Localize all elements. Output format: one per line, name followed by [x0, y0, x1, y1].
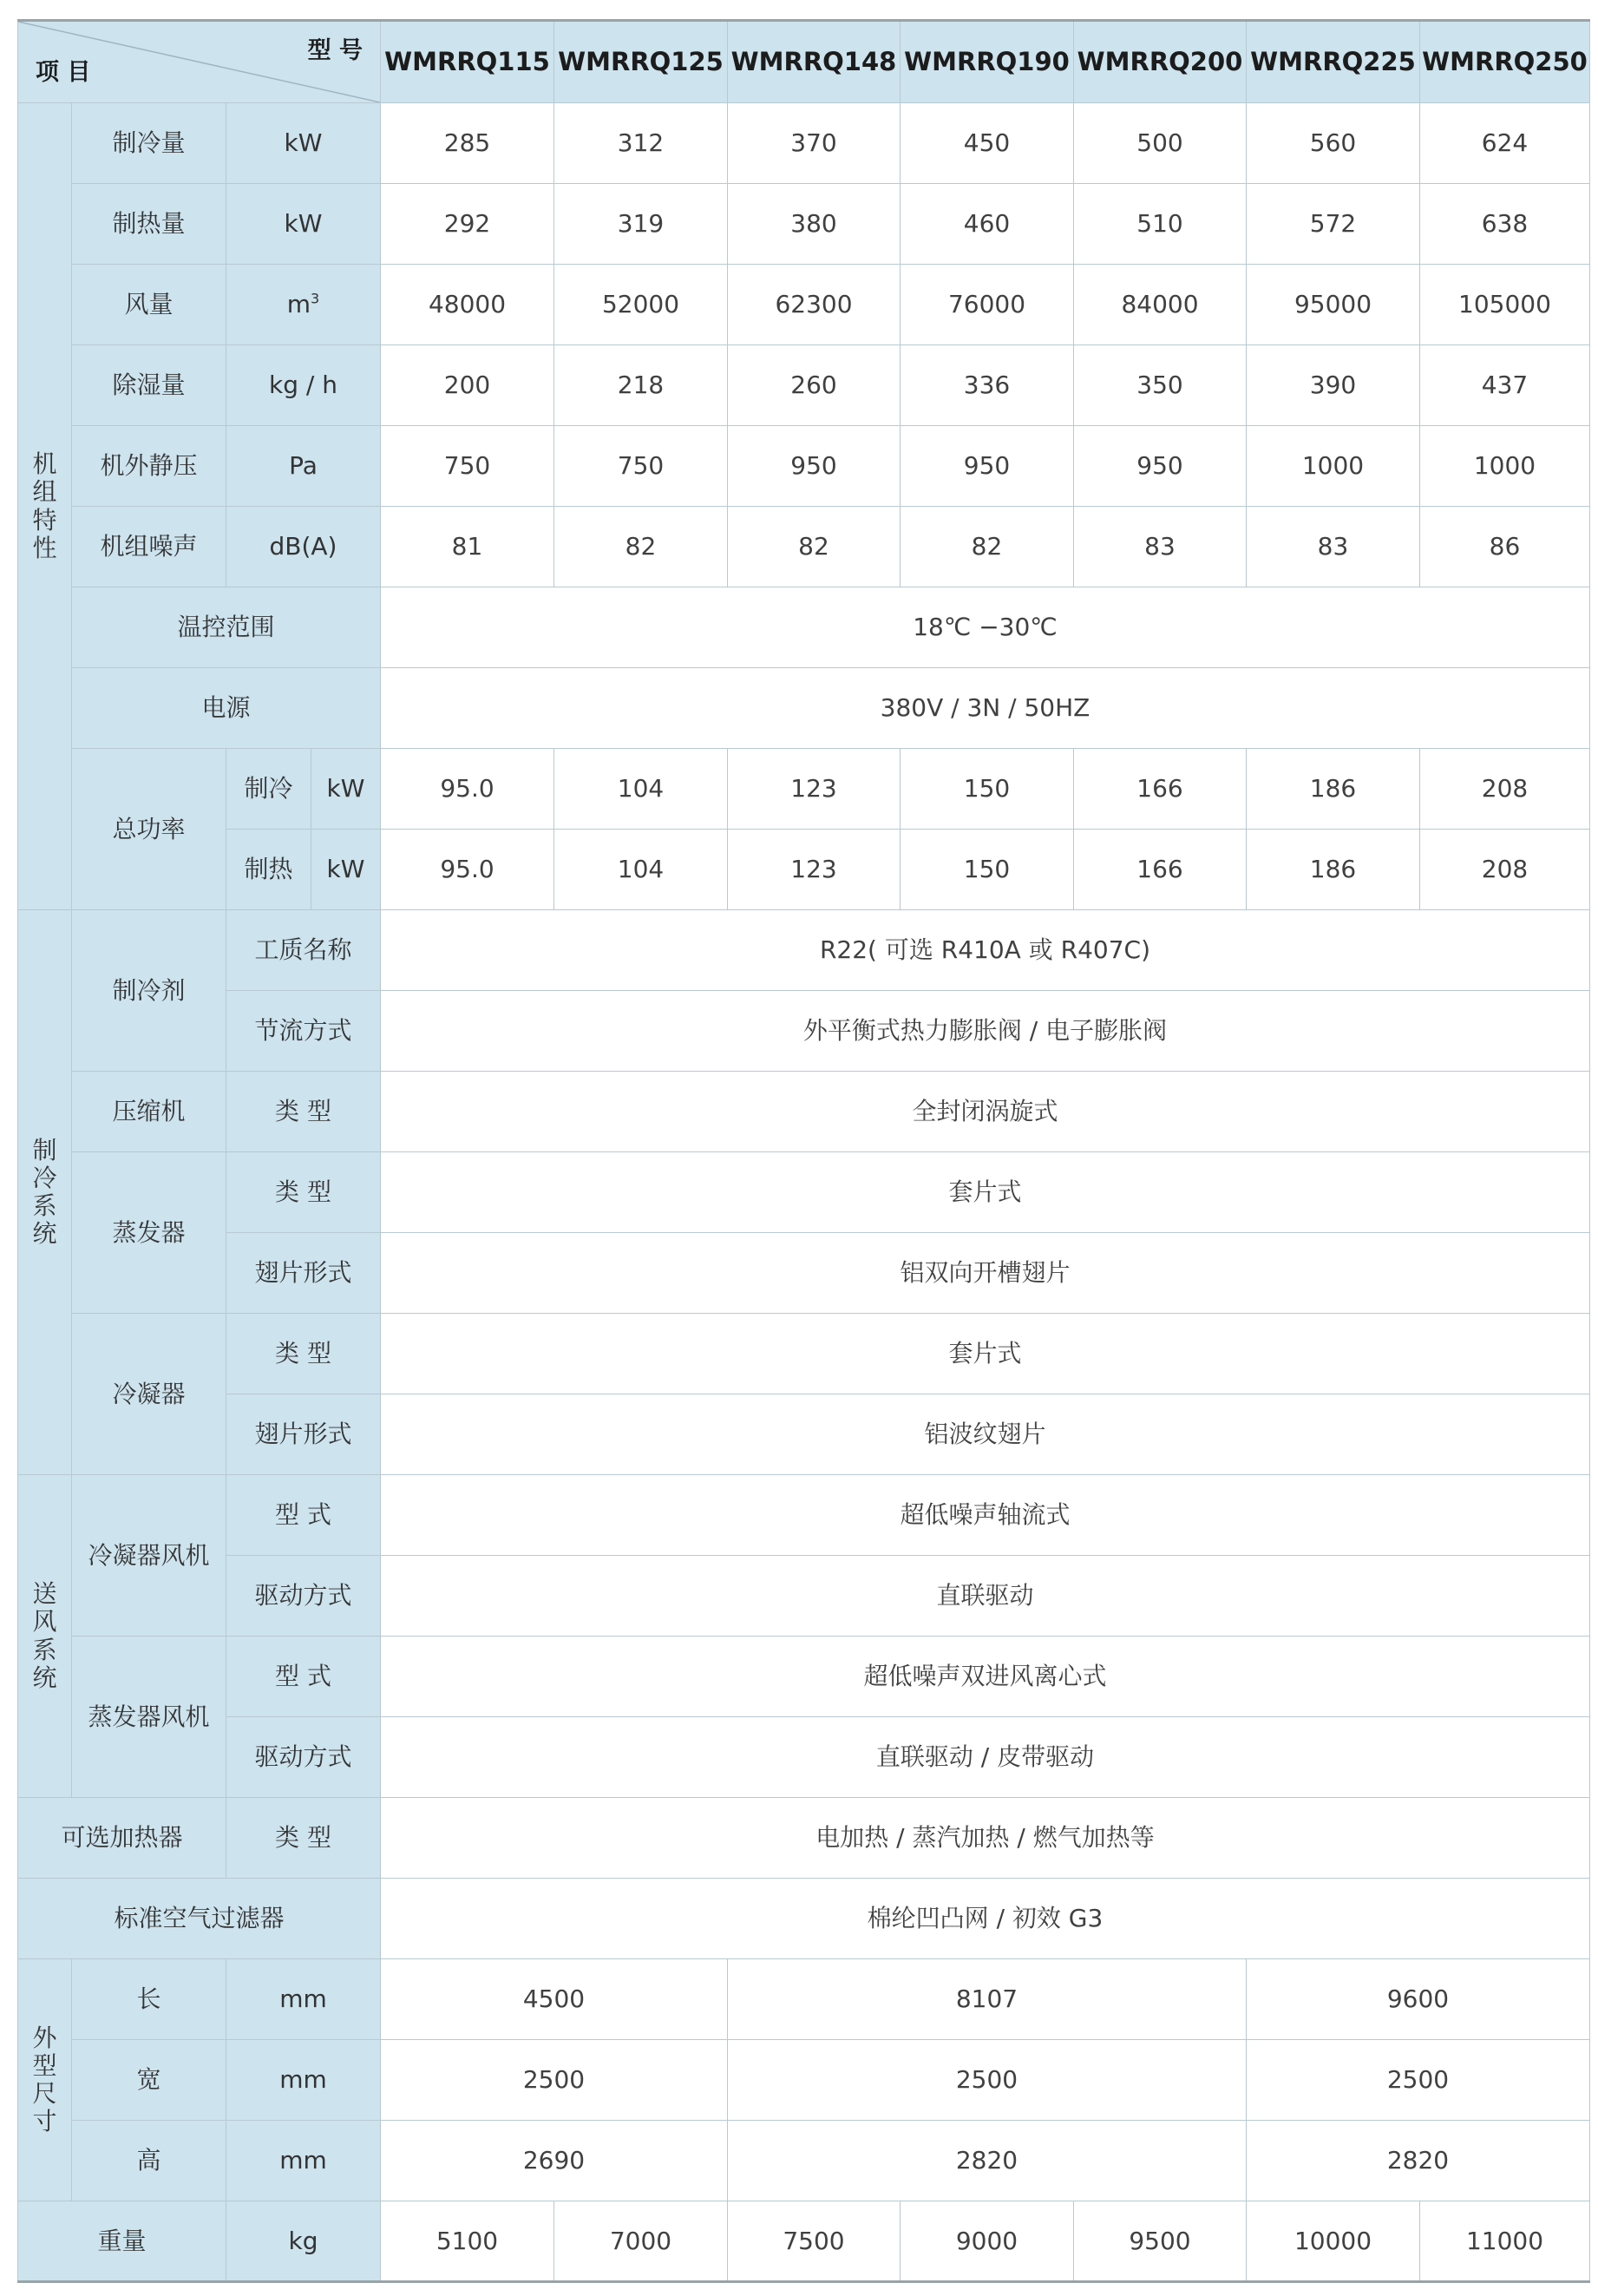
group-dimensions: 外型尺寸 [18, 1959, 72, 2201]
value-cell: 166 [1074, 749, 1247, 830]
value-cell: 48000 [381, 265, 554, 345]
header-corner-cell [18, 21, 381, 103]
value-cell: 9600 [1247, 1959, 1590, 2040]
model-header: WMRRQ200 [1074, 21, 1247, 103]
value-cell: 450 [901, 103, 1074, 184]
value-cell: 11000 [1420, 2201, 1590, 2282]
value-cell: 95.0 [381, 749, 554, 830]
table-row [18, 1314, 1590, 1394]
temp-range-value: 18℃ −30℃ [381, 587, 1590, 668]
value-cell: 9500 [1074, 2201, 1247, 2282]
attribute-label: 型 式 [226, 1637, 381, 1717]
value-cell: 500 [1074, 103, 1247, 184]
value-cell: 560 [1247, 103, 1420, 184]
value-cell: 套片式 [381, 1152, 1590, 1233]
power-supply-value: 380V / 3N / 50HZ [381, 668, 1590, 749]
unit-superscript: 3 [311, 290, 320, 307]
value-cell: 123 [728, 830, 901, 910]
unit-label: mm [226, 2040, 381, 2121]
value-cell: 166 [1074, 830, 1247, 910]
table-row [18, 1637, 1590, 1717]
row-label: 制冷量 [72, 103, 226, 184]
unit-label: $m^3$ [226, 265, 381, 345]
heater-label: 可选加热器 [18, 1798, 226, 1879]
mode-label: 制热 [226, 830, 311, 910]
component-label: 压缩机 [72, 1072, 226, 1152]
value-cell: 350 [1074, 345, 1247, 426]
attribute-label: 翅片形式 [226, 1233, 381, 1314]
value-cell: 260 [728, 345, 901, 426]
group-refrigeration-system: 制冷系统 [18, 910, 72, 1475]
table-row [18, 507, 1590, 587]
weight-label: 重量 [18, 2201, 226, 2282]
attribute-label: 工质名称 [226, 910, 381, 991]
table-row [18, 1233, 1590, 1314]
row-label: 除湿量 [72, 345, 226, 426]
table-row [18, 1394, 1590, 1475]
value-cell: 104 [554, 830, 728, 910]
table-row [18, 265, 1590, 345]
table-row [18, 184, 1590, 265]
component-label: 蒸发器风机 [72, 1637, 226, 1798]
value-cell: 186 [1247, 749, 1420, 830]
value-cell: 铝波纹翅片 [381, 1394, 1590, 1475]
value-cell: 104 [554, 749, 728, 830]
value-cell: 624 [1420, 103, 1590, 184]
value-cell: 82 [901, 507, 1074, 587]
value-cell: 10000 [1247, 2201, 1420, 2282]
value-cell: 150 [901, 830, 1074, 910]
attribute-label: 驱动方式 [226, 1717, 381, 1798]
attribute-label: 型 式 [226, 1475, 381, 1556]
table-row [18, 2040, 1590, 2121]
value-cell: 437 [1420, 345, 1590, 426]
table-row [18, 1556, 1590, 1637]
item-header-label: 项 目 [36, 58, 91, 86]
model-header: WMRRQ190 [901, 21, 1074, 103]
table-row [18, 830, 1590, 910]
value-cell: 186 [1247, 830, 1420, 910]
table-row [18, 1475, 1590, 1556]
value-cell: 1000 [1247, 426, 1420, 507]
value-cell: 83 [1074, 507, 1247, 587]
value-cell: 62300 [728, 265, 901, 345]
unit-label: kg [226, 2201, 381, 2282]
table-row [18, 668, 1590, 749]
value-cell: 95000 [1247, 265, 1420, 345]
value-cell: 218 [554, 345, 728, 426]
table-row [18, 345, 1590, 426]
row-label: 高 [72, 2121, 226, 2201]
row-label: 长 [72, 1959, 226, 2040]
value-cell: 285 [381, 103, 554, 184]
value-cell: 7000 [554, 2201, 728, 2282]
value-cell: 直联驱动 / 皮带驱动 [381, 1717, 1590, 1798]
unit-label: Pa [226, 426, 381, 507]
mode-label: 制冷 [226, 749, 311, 830]
value-cell: 超低噪声双进风离心式 [381, 1637, 1590, 1717]
value-cell: 5100 [381, 2201, 554, 2282]
table-row [18, 103, 1590, 184]
value-cell: 86 [1420, 507, 1590, 587]
value-cell: 铝双向开槽翅片 [381, 1233, 1590, 1314]
component-label: 冷凝器风机 [72, 1475, 226, 1637]
attribute-label: 类 型 [226, 1152, 381, 1233]
value-cell: 208 [1420, 749, 1590, 830]
table-row [18, 1959, 1590, 2040]
value-cell: 572 [1247, 184, 1420, 265]
table-row [18, 749, 1590, 830]
table-row [18, 2201, 1590, 2282]
model-header: WMRRQ125 [554, 21, 728, 103]
value-cell: 319 [554, 184, 728, 265]
table-row [18, 2121, 1590, 2201]
value-cell: 336 [901, 345, 1074, 426]
value-cell: 208 [1420, 830, 1590, 910]
value-cell: 950 [1074, 426, 1247, 507]
spec-table [17, 19, 1590, 2283]
value-cell: 直联驱动 [381, 1556, 1590, 1637]
value-cell: 1000 [1420, 426, 1590, 507]
value-cell: 123 [728, 749, 901, 830]
row-label: 机外静压 [72, 426, 226, 507]
value-cell: 370 [728, 103, 901, 184]
unit-label: kW [311, 830, 381, 910]
value-cell: 84000 [1074, 265, 1247, 345]
table-row [18, 1152, 1590, 1233]
table-row [18, 1879, 1590, 1959]
unit-label: kW [311, 749, 381, 830]
value-cell: 950 [728, 426, 901, 507]
value-cell: 460 [901, 184, 1074, 265]
table-row [18, 426, 1590, 507]
model-header: WMRRQ250 [1420, 21, 1590, 103]
table-row [18, 587, 1590, 668]
power-supply-label: 电源 [72, 668, 381, 749]
table-row [18, 1717, 1590, 1798]
value-cell: 外平衡式热力膨胀阀 / 电子膨胀阀 [381, 991, 1590, 1072]
attribute-label: 类 型 [226, 1798, 381, 1879]
value-cell: 200 [381, 345, 554, 426]
value-cell: 83 [1247, 507, 1420, 587]
value-cell: 9000 [901, 2201, 1074, 2282]
unit-label: mm [226, 2121, 381, 2201]
model-header-label: 型 号 [307, 37, 363, 64]
value-cell: 2500 [728, 2040, 1247, 2121]
value-cell: 390 [1247, 345, 1420, 426]
value-cell: 2500 [1247, 2040, 1590, 2121]
value-cell: 750 [554, 426, 728, 507]
value-cell: 7500 [728, 2201, 901, 2282]
unit-label: kW [226, 103, 381, 184]
value-cell: 8107 [728, 1959, 1247, 2040]
value-cell: 638 [1420, 184, 1590, 265]
unit-label: mm [226, 1959, 381, 2040]
component-label: 制冷剂 [72, 910, 226, 1072]
value-cell: 81 [381, 507, 554, 587]
value-cell: 750 [381, 426, 554, 507]
filter-label: 标准空气过滤器 [18, 1879, 381, 1959]
value-cell: 棉纶凹凸网 / 初效 G3 [381, 1879, 1590, 1959]
value-cell: 电加热 / 蒸汽加热 / 燃气加热等 [381, 1798, 1590, 1879]
value-cell: 82 [554, 507, 728, 587]
table-row [18, 991, 1590, 1072]
table-row [18, 910, 1590, 991]
model-header: WMRRQ148 [728, 21, 901, 103]
unit-label: kg / h [226, 345, 381, 426]
value-cell: 2500 [381, 2040, 728, 2121]
value-cell: 2820 [1247, 2121, 1590, 2201]
attribute-label: 类 型 [226, 1314, 381, 1394]
row-label: 宽 [72, 2040, 226, 2121]
attribute-label: 节流方式 [226, 991, 381, 1072]
row-label: 风量 [72, 265, 226, 345]
value-cell: 95.0 [381, 830, 554, 910]
value-cell: 150 [901, 749, 1074, 830]
value-cell: R22( 可选 R410A 或 R407C) [381, 910, 1590, 991]
model-header: WMRRQ225 [1247, 21, 1420, 103]
value-cell: 套片式 [381, 1314, 1590, 1394]
value-cell: 950 [901, 426, 1074, 507]
value-cell: 510 [1074, 184, 1247, 265]
value-cell: 105000 [1420, 265, 1590, 345]
value-cell: 82 [728, 507, 901, 587]
attribute-label: 翅片形式 [226, 1394, 381, 1475]
table-row [18, 1798, 1590, 1879]
value-cell: 4500 [381, 1959, 728, 2040]
value-cell: 2690 [381, 2121, 728, 2201]
attribute-label: 类 型 [226, 1072, 381, 1152]
value-cell: 超低噪声轴流式 [381, 1475, 1590, 1556]
row-label: 制热量 [72, 184, 226, 265]
component-label: 蒸发器 [72, 1152, 226, 1314]
attribute-label: 驱动方式 [226, 1556, 381, 1637]
value-cell: 2820 [728, 2121, 1247, 2201]
value-cell: 292 [381, 184, 554, 265]
total-power-label: 总功率 [72, 749, 226, 910]
value-cell: 全封闭涡旋式 [381, 1072, 1590, 1152]
value-cell: 52000 [554, 265, 728, 345]
component-label: 冷凝器 [72, 1314, 226, 1475]
model-header: WMRRQ115 [381, 21, 554, 103]
table-row [18, 1072, 1590, 1152]
group-unit-characteristics: 机组特性 [18, 103, 72, 910]
unit-label: kW [226, 184, 381, 265]
value-cell: 380 [728, 184, 901, 265]
group-air-system: 送风系统 [18, 1475, 72, 1798]
row-label: 机组噪声 [72, 507, 226, 587]
temp-range-label: 温控范围 [72, 587, 381, 668]
unit-label: dB(A) [226, 507, 381, 587]
value-cell: 76000 [901, 265, 1074, 345]
value-cell: 312 [554, 103, 728, 184]
header-row [18, 21, 1590, 103]
